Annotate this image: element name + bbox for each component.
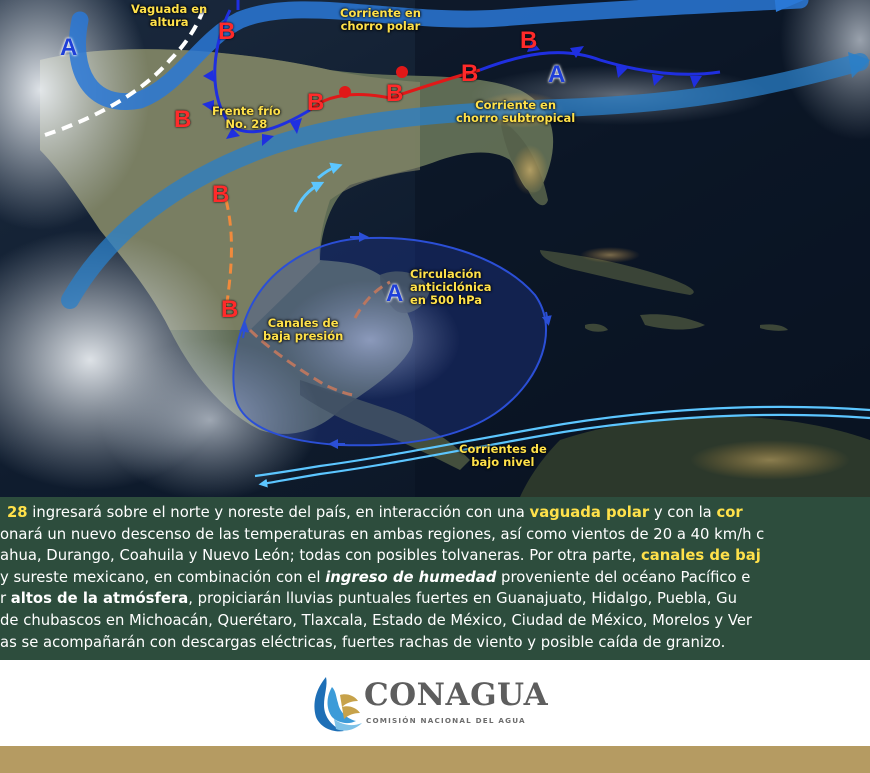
forecast-text: de chubascos en Michoacán, Querétaro, Tlaxcala, Estado de México, Ciudad de México, Morelos y Ver — [0, 611, 753, 629]
footer — [0, 660, 870, 746]
label-low-pressure-channels: Canales de baja presión — [263, 316, 344, 343]
forecast-line-4 — [0, 567, 870, 589]
forecast-text: , propiciarán lluvias puntuales fuertes en Guanajuato, Hidalgo, Puebla, Gu — [188, 590, 737, 608]
forecast-line-3 — [0, 545, 870, 567]
forecast-text: ahua, Durango, Coahuila y Nuevo León; todas con posibles tolvaneras. Por otra parte, — [0, 547, 642, 565]
forecast-line-6 — [0, 610, 870, 632]
highlight-low-pressure: canales de baj — [641, 547, 761, 565]
label-polar-trough: Vaguada en altura — [131, 2, 208, 29]
low-pressure-symbol: B — [174, 106, 192, 133]
forecast-text: y sureste mexicano, en combinación con el — [0, 568, 326, 586]
forecast-text: onará un nuevo descenso de las temperaturas en ambas regiones, así como vientos de 20 a 40 km/h c — [0, 525, 765, 543]
low-pressure-symbol: B — [218, 18, 236, 45]
label-polar-jet: Corriente en chorro polar — [340, 6, 421, 33]
forecast-text-panel — [0, 497, 870, 660]
city-lights-florida — [512, 145, 548, 195]
low-pressure-symbol: B — [307, 89, 325, 116]
label-subtropical-jet: Corriente en chorro subtropical — [456, 98, 576, 125]
forecast-line-2 — [0, 524, 870, 546]
low-pressure-symbol: B — [212, 181, 230, 208]
forecast-line-1 — [7, 502, 870, 524]
highlight-polar-trough: vaguada polar — [529, 504, 650, 521]
label-low-level-currents: Corrientes de bajo nivel — [459, 442, 547, 469]
high-pressure-symbol: A — [548, 61, 566, 88]
warm-front-bump-2 — [396, 66, 408, 78]
highlight-front-number: 28 — [7, 504, 28, 521]
forecast-text: y con la — [649, 504, 717, 521]
conagua-logo-subtitle: COMISIÓN NACIONAL DEL AGUA — [366, 716, 526, 725]
forecast-line-5 — [0, 588, 870, 610]
low-pressure-symbol: B — [520, 27, 538, 54]
warm-front-bump-1 — [339, 86, 351, 98]
high-pressure-symbol: A — [60, 34, 78, 61]
highlight-moisture-inflow: ingreso de humedad — [325, 568, 497, 586]
forecast-line-7 — [0, 632, 870, 654]
label-cold-front: Frente frío No. 28 — [212, 104, 281, 131]
forecast-text: as se acompañarán con descargas eléctricas, fuertes rachas de viento y posible caída de granizo. — [0, 633, 726, 651]
city-lights-cuba — [580, 247, 640, 263]
label-anticyclone: Circulación anticiclónica en 500 hPa — [410, 267, 492, 307]
forecast-text: r — [0, 590, 11, 608]
conagua-logo-icon — [306, 673, 366, 735]
city-lights-south-america — [690, 440, 850, 480]
conagua-logo-text: CONAGUA — [364, 677, 549, 713]
forecast-text: proveniente del océano Pacífico e — [496, 568, 751, 586]
low-pressure-symbol: B — [386, 80, 404, 107]
high-pressure-symbol: A — [386, 280, 404, 307]
low-pressure-symbol: B — [461, 60, 479, 87]
footer-accent-bar — [0, 746, 870, 773]
low-pressure-symbol: B — [221, 296, 239, 323]
forecast-text: ingresará sobre el norte y noreste del país, en interacción con una — [27, 504, 530, 521]
highlight-upper-atmosphere: altos de la atmósfera — [10, 590, 189, 608]
highlight-jet-stream: cor — [716, 504, 743, 521]
